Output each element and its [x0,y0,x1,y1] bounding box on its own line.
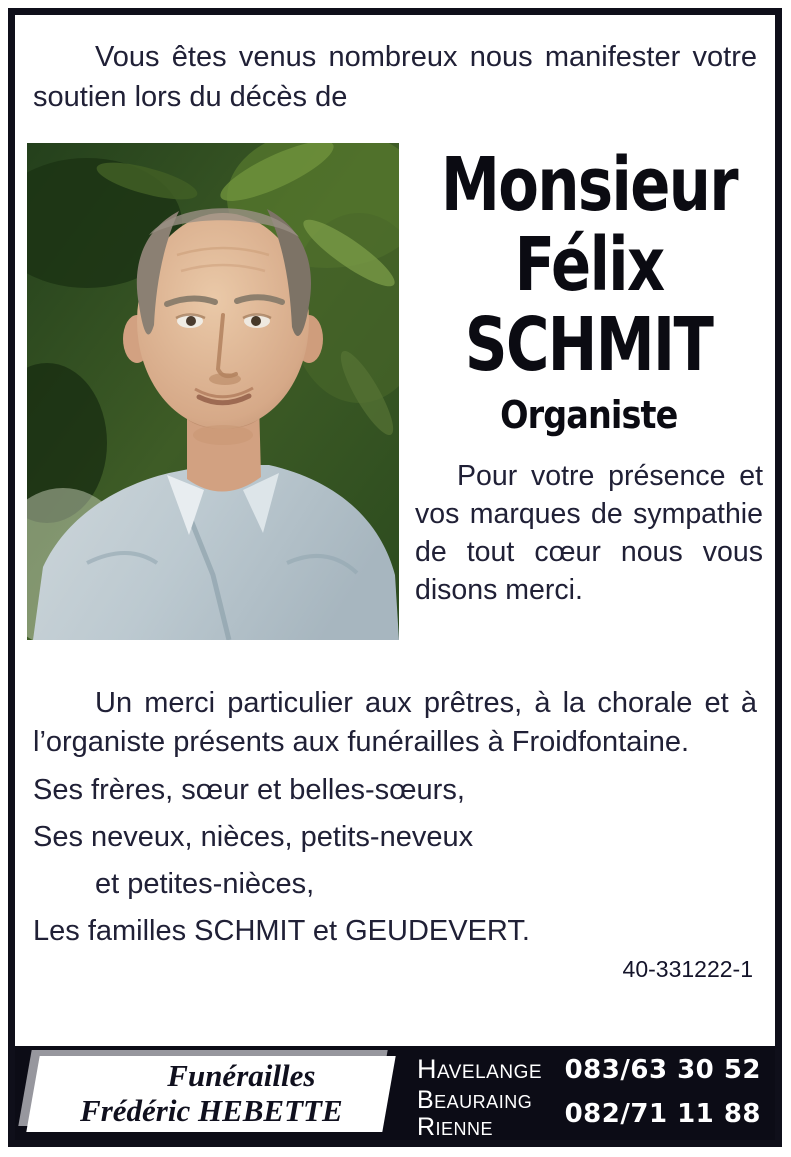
title-column [415,143,763,640]
family-line: et petites-nièces, [95,868,315,900]
tribute-text: Un merci particulier aux prêtres, à la chorale et à l’organiste présents aux funérailles à Froidfontaine. [33,687,757,758]
phone-havelange: 083/63 30 52 [564,1055,761,1085]
death-notice [8,8,782,1147]
funeral-home-footer [15,1046,775,1140]
funeral-director-name: Frédéric HEBETTE [80,1093,343,1128]
funeral-home-banner-text [33,1056,389,1128]
funeral-home-title: Funérailles [167,1058,316,1093]
phone-beauraing-rienne: 082/71 11 88 [564,1099,761,1129]
deceased-honorific: Monsieur [441,142,737,228]
deceased-last-name: SCHMIT [465,302,713,388]
family-line: Ses neveux, nièces, petits-neveux [33,821,474,853]
location-rienne: Rienne [417,1113,494,1141]
portrait-photo [27,143,399,640]
location-havelange: Havelange [417,1054,543,1084]
deceased-role: Organiste [500,393,678,437]
contact-row-havelange [417,1054,761,1085]
portrait-illustration [27,143,399,640]
thanks-text: Pour votre présence et vos marques de sympathie de tout cœur nous vous disons merci. [415,460,763,606]
family-line: Les familles SCHMIT et GEUDEVERT. [33,915,530,947]
contact-row-beauraing-rienne [417,1087,761,1141]
family-line: Ses frères, sœur et belles-sœurs, [33,774,465,806]
location-stack [417,1087,532,1141]
funeral-home-banner [26,1056,395,1132]
contact-info [417,1054,761,1141]
notice-content [15,15,775,983]
deceased-first-name: Félix [514,222,664,308]
intro-text: Vous êtes venus nombreux nous manifester votre soutien lors du décès de [33,41,757,113]
reference-number: 40-331222-1 [622,956,753,982]
location-beauraing: Beauraing [417,1086,533,1114]
main-row [27,143,763,640]
